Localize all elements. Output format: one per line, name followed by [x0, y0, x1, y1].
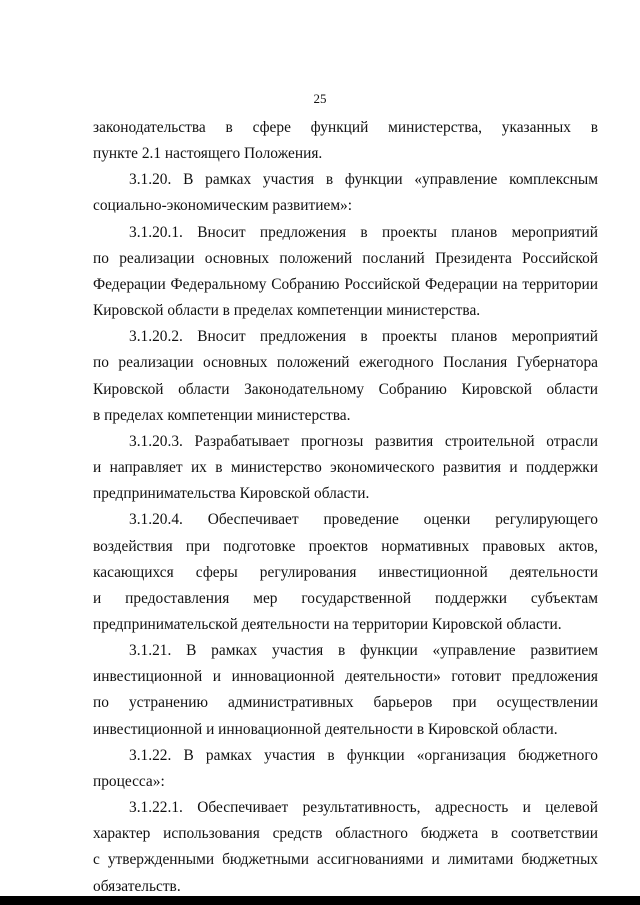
- text-line: пункте 2.1 настоящего Положения.: [93, 145, 323, 163]
- text-line: 3.1.20.4. Обеспечивает проведение оценки регулирующего: [129, 511, 598, 529]
- paragraph-3-1-20-1: [93, 220, 598, 325]
- text-line: 3.1.20. В рамках участия в функции «управление комплексным: [129, 171, 598, 189]
- document-body: [93, 115, 598, 900]
- text-line: с утвержденными бюджетными ассигнованиями и лимитами бюджетных: [93, 851, 598, 869]
- text-line: инвестиционной и инновационной деятельности» готовит предложения: [93, 668, 598, 686]
- text-line: в пределах компетенции министерства.: [93, 406, 351, 424]
- text-line: Кировской области в пределах компетенции министерства.: [93, 302, 481, 320]
- text-line: предпринимательской деятельности на территории Кировской области.: [93, 615, 562, 633]
- text-line: по реализации основных положений посланий Президента Российской: [93, 249, 598, 267]
- text-line: по устранению административных барьеров при осуществлении: [93, 694, 598, 712]
- text-line: касающихся сферы регулирования инвестиционной деятельности: [93, 563, 598, 581]
- page-number: 25: [313, 91, 327, 106]
- text-line: предпринимательства Кировской области.: [93, 485, 370, 503]
- text-line: воздействия при подготовке проектов нормативных правовых актов,: [93, 537, 598, 555]
- text-line: 3.1.20.1. Вносит предложения в проекты планов мероприятий: [129, 223, 598, 241]
- text-line: и направляет их в министерство экономического развития и поддержки: [93, 459, 598, 477]
- text-line: Федерации Федеральному Собранию Российской Федерации на территории: [93, 275, 598, 293]
- paragraph-3-1-22-1: [93, 795, 598, 900]
- text-line: 3.1.22. В рамках участия в функции «организация бюджетного: [129, 746, 598, 764]
- text-line: Кировской области Законодательному Собранию Кировской области: [93, 380, 598, 398]
- text-line: социально-экономическим развитием»:: [93, 197, 353, 215]
- text-line: по реализации основных положений ежегодного Послания Губернатора: [93, 354, 598, 372]
- paragraph-3-1-20-3: [93, 429, 598, 507]
- paragraph-3-1-21: [93, 638, 598, 743]
- paragraph-3-1-22: [93, 743, 598, 795]
- text-line: и предоставления мер государственной поддержки субъектам: [93, 589, 598, 607]
- paragraph-3-1-20-2: [93, 324, 598, 429]
- text-line: законодательства в сфере функций министерства, указанных в: [93, 119, 598, 136]
- text-line: обязательств.: [93, 877, 181, 895]
- paragraph-3-1-20-4: [93, 507, 598, 638]
- scan-bottom-border: [0, 896, 640, 905]
- text-line: 3.1.21. В рамках участия в функции «управление развитием: [129, 642, 598, 660]
- paragraph-3-1-20: [93, 167, 598, 219]
- text-line: процесса»:: [93, 772, 165, 790]
- text-line: 3.1.20.2. Вносит предложения в проекты планов мероприятий: [129, 328, 598, 346]
- text-line: характер использования средств областного бюджета в соответствии: [93, 825, 598, 843]
- text-line: 3.1.20.3. Разрабатывает прогнозы развития строительной отрасли: [129, 432, 598, 450]
- paragraph-continuation: [93, 115, 598, 167]
- text-line: инвестиционной и инновационной деятельности в Кировской области.: [93, 720, 558, 738]
- text-line: 3.1.22.1. Обеспечивает результативность, адресность и целевой: [129, 799, 598, 817]
